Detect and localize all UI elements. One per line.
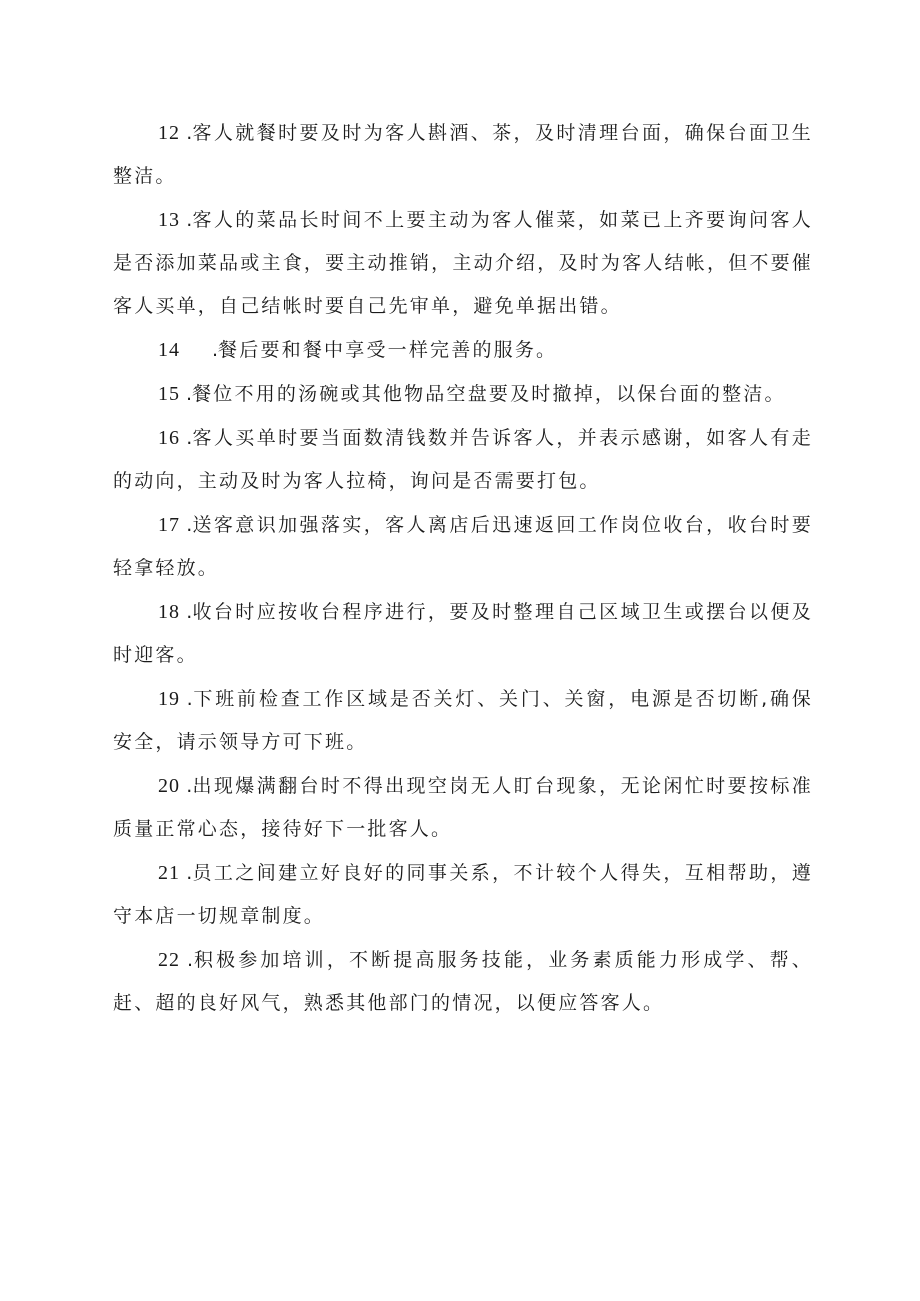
item-number: 19	[158, 688, 180, 710]
document-body	[113, 112, 813, 1026]
item-number: 18	[158, 601, 180, 623]
item-number: 21	[158, 862, 180, 884]
item-separator: .	[180, 949, 194, 971]
item-number: 12	[158, 122, 180, 144]
list-item	[113, 199, 813, 328]
item-separator: .	[180, 775, 193, 797]
item-separator: .	[180, 862, 193, 884]
item-text: 员工之间建立好良好的同事关系，不计较个人得失，互相帮助，遵守本店一切规章制度。	[113, 862, 813, 927]
list-item	[113, 765, 813, 851]
item-number: 17	[158, 514, 180, 536]
item-text: 送客意识加强落实，客人离店后迅速返回工作岗位收台，收台时要轻拿轻放。	[113, 514, 813, 579]
item-text: 餐位不用的汤碗或其他物品空盘要及时撤掉，以保台面的整洁。	[192, 383, 786, 405]
item-separator: .	[180, 427, 193, 449]
list-item	[113, 112, 813, 198]
item-text: 客人就餐时要及时为客人斟酒、茶，及时清理台面，确保台面卫生整洁。	[113, 122, 813, 187]
list-item	[113, 504, 813, 590]
item-separator: .	[180, 209, 193, 231]
item-text: 积极参加培训，不断提高服务技能，业务素质能力形成学、帮、赶、超的良好风气，熟悉其他部门的情况，以便应答客人。	[113, 949, 813, 1014]
item-separator: .	[212, 339, 219, 361]
item-number: 22	[158, 949, 180, 971]
list-item	[113, 852, 813, 938]
list-item	[113, 939, 813, 1025]
item-number: 13	[158, 209, 180, 231]
list-item	[113, 417, 813, 503]
item-text: 客人买单时要当面数清钱数并告诉客人，并表示感谢，如客人有走的动向，主动及时为客人拉椅，询问是否需要打包。	[113, 427, 813, 492]
item-text: 客人的菜品长时间不上要主动为客人催菜，如菜已上齐要询问客人是否添加菜品或主食，要主动推销，主动介绍，及时为客人结帐，但不要催客人买单，自己结帐时要自己先审单，避免单据出错。	[113, 209, 813, 317]
item-text: 出现爆满翻台时不得出现空岗无人盯台现象，无论闲忙时要按标准质量正常心态，接待好下一批客人。	[113, 775, 813, 840]
list-item	[113, 329, 813, 372]
item-text: 收台时应按收台程序进行，要及时整理自己区域卫生或摆台以便及时迎客。	[113, 601, 813, 666]
item-separator: .	[180, 688, 193, 710]
item-separator: .	[180, 122, 193, 144]
list-item	[113, 591, 813, 677]
item-number: 15	[158, 383, 180, 405]
item-number: 20	[158, 775, 180, 797]
item-text: 下班前检查工作区域是否关灯、关门、关窗，电源是否切断,确保安全，请示领导方可下班。	[113, 688, 813, 753]
item-separator: .	[180, 383, 193, 405]
item-text: 餐后要和餐中享受一样完善的服务。	[218, 339, 558, 361]
list-item	[113, 678, 813, 764]
item-number: 14	[158, 339, 180, 361]
item-separator: .	[180, 601, 193, 623]
list-item	[113, 373, 813, 416]
item-separator: .	[180, 514, 193, 536]
item-number: 16	[158, 427, 180, 449]
